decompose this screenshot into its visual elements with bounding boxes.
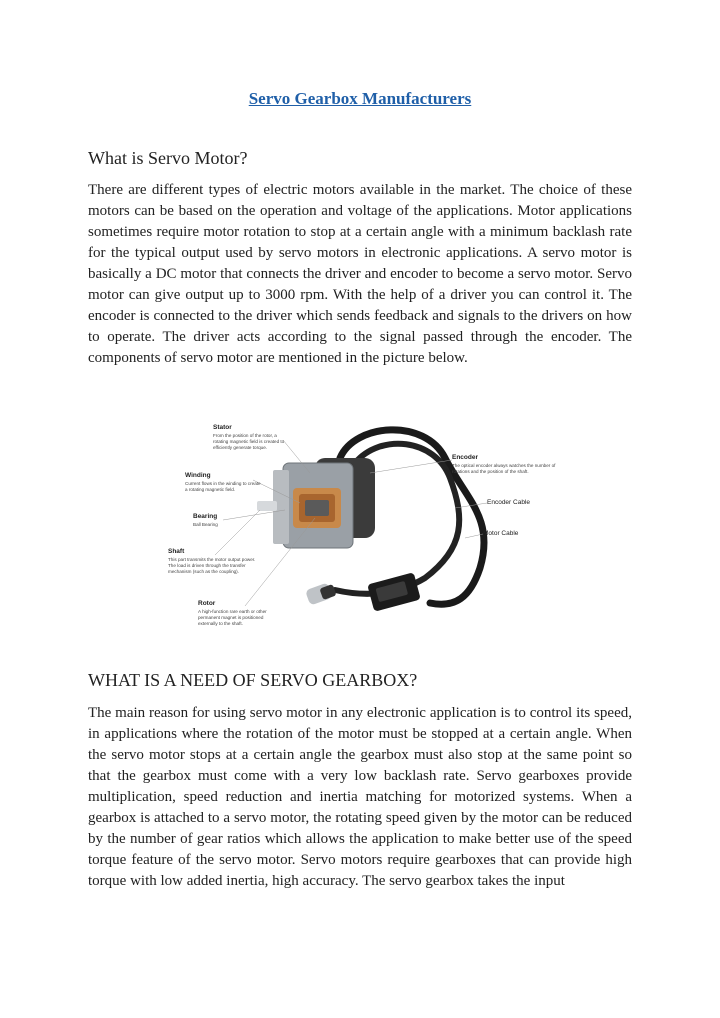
servo-motor-diagram (165, 418, 560, 638)
label-stator-title: Stator (213, 424, 232, 431)
label-bearing-desc: Ball Bearing (193, 522, 218, 527)
label-rotor-title: Rotor (198, 600, 216, 607)
label-encoder-cable: Encoder Cable (487, 499, 530, 506)
label-bearing-title: Bearing (193, 513, 218, 520)
document-title[interactable]: Servo Gearbox Manufacturers (248, 89, 472, 108)
label-stator-desc: From the position of the rotor, a rotating magnetic field is created to efficiently generate torque. (213, 433, 285, 450)
paragraph-servo-motor: There are different types of electric motors available in the market. The choice of these motors can be based on the operation and voltage of the applications. Motor applications sometimes require motor rotation to stop at a certain angle with a minimum backlash rate for the typical output used by servo motors in electronic applications. A servo motor is basically a DC motor that connects the driver and encoder to become a servo motor. Servo motor can give output up to 3000 rpm. With the help of a driver you can control it. The encoder is connected to the driver which sends feedback and signals to the drivers on how to operate. The driver acts according to the signal passed through the encoder. The components of servo motor are mentioned in the picture below. (88, 182, 632, 366)
label-shaft-desc: This part transmits the motor output power. The load is driven through the transfer mechanism (such as the coupling). (168, 557, 256, 574)
label-encoder-title: Encoder (452, 454, 479, 461)
label-motor-cable: Motor Cable (483, 530, 519, 537)
label-shaft-title: Shaft (168, 548, 185, 555)
paragraph-servo-gearbox-need: The main reason for using servo motor in any electronic application is to control its speed, in applications where the rotation of the motor must be stopped at a certain angle. When the servo motor stops at a certain angle the gearbox must also stop at the same point so that the gearbox must come with a very low backlash rate. Servo gearboxes provide multiplication, speed reduction and inertia matching for motorized systems. When a gearbox is attached to a servo motor, the rotating speed given by the motor can be reduced by the number of gear ratios which allows the application to make better use of the speed torque feature of the servo motor. Servo motors require gearboxes that can provide high torque with low added inertia, high accuracy. The servo gearbox takes the input (88, 705, 632, 889)
servo-motor-illustration (165, 418, 560, 638)
section-heading-servo-gearbox-need: WHAT IS A NEED OF SERVO GEARBOX? (88, 670, 418, 690)
label-winding-desc: Current flows in the winding to create a rotating magnetic field. (185, 481, 261, 492)
section-heading-servo-motor: What is Servo Motor? (88, 148, 248, 168)
label-rotor-desc: A high-function rare earth or other permanent magnet is positioned externally to the shaft. (198, 609, 267, 626)
label-encoder-desc: The optical encoder always watches the number of rotations and the position of the shaft. (452, 463, 556, 474)
label-winding-title: Winding (185, 472, 211, 479)
